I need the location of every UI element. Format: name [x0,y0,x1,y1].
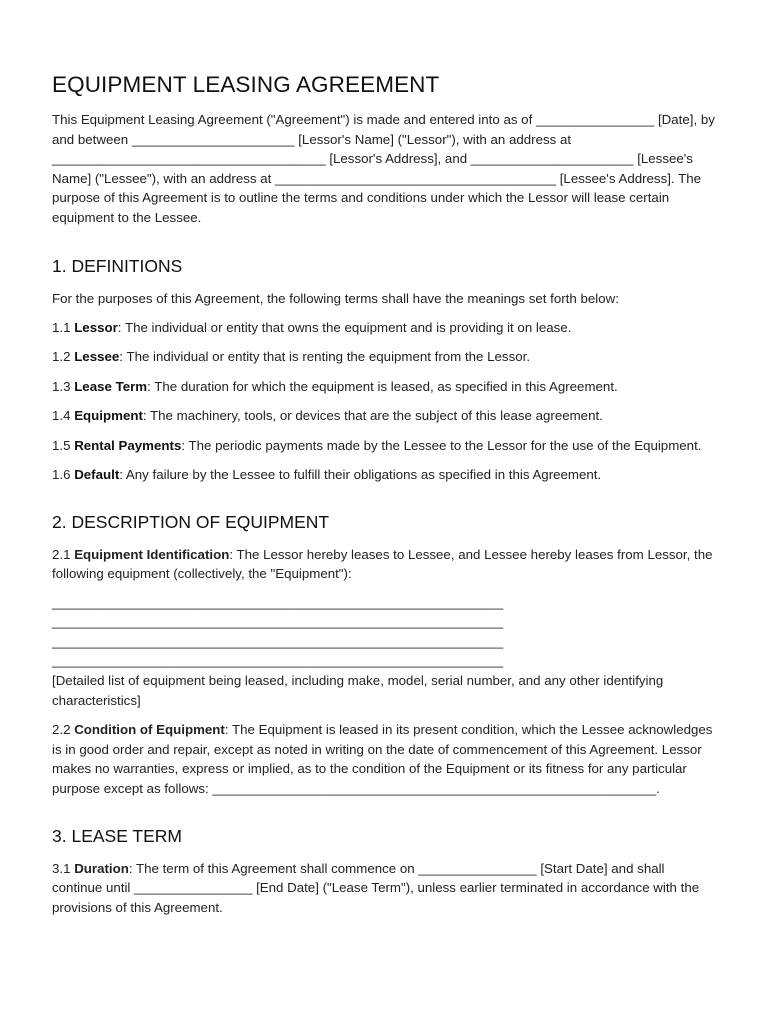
clause-number: 1.3 [52,378,75,394]
clause-equipment-identification [52,545,718,584]
definition-text: : The periodic payments made by the Lessee to the Lessor for the use of the Equipment. [181,437,702,453]
defined-term: Lessor [74,319,118,335]
blank-line: _____________________________________________________________ [52,594,504,610]
definition-text: : The individual or entity that owns the equipment and is providing it on lease. [117,319,572,335]
section-equipment-description [52,510,718,799]
section-definitions [52,254,718,485]
clause-text: : The Lessor hereby leases to Lessee, and Lessee hereby leases from Lessor, the following equipment (collectively, the "Equipment"): [52,546,713,582]
blank-line: _____________________________________________________________ [52,633,504,649]
definitions-lead: For the purposes of this Agreement, the following terms shall have the meanings set forth below: [52,290,619,306]
section-heading: 2. DESCRIPTION OF EQUIPMENT [52,511,330,532]
equipment-blank-lines [52,593,718,671]
section-heading: 1. DEFINITIONS [52,255,183,276]
definition-rental-payments [52,436,718,456]
clause-number: 1.4 [52,408,75,424]
blank-line: _____________________________________________________________ [52,614,504,630]
definition-text: : Any failure by the Lessee to fulfill their obligations as specified in this Agreement. [119,466,602,482]
clause-condition-of-equipment [52,720,718,798]
defined-term: Equipment [74,408,143,424]
defined-term: Default [74,466,120,482]
clause-number: 3.1 [52,860,75,876]
document-title: EQUIPMENT LEASING AGREEMENT [52,72,440,97]
defined-term: Duration [74,860,129,876]
clause-duration [52,859,718,918]
defined-term: Equipment Identification [74,546,230,562]
definition-lessor [52,318,718,338]
defined-term: Lessee [74,349,120,365]
clause-number: 1.1 [52,319,75,335]
definition-text: : The individual or entity that is renting the equipment from the Lessor. [119,349,531,365]
definition-text: : The machinery, tools, or devices that are the subject of this lease agreement. [142,408,603,424]
definition-lease-term [52,377,718,397]
intro-paragraph: This Equipment Leasing Agreement ("Agreement") is made and entered into as of ________________ [Date], by and between ______________________ [Lessor's Name] ("Lessor"), with an address at _____________________________________ [Lessor's Address], and ______________________ [Lessee's Name] ("Lessee"), with an address at ______________________________________ [Lessee's Address]. The purpose of this Agreement is to outline the terms and conditions under which the Lessor will lease certain equipment to the Lessee. [52,112,715,225]
clause-number: 1.6 [52,466,75,482]
definition-text: : The duration for which the equipment is leased, as specified in this Agreement. [147,378,618,394]
defined-term: Condition of Equipment [74,722,225,738]
clause-number: 2.1 [52,546,75,562]
clause-text: : The Equipment is leased in its present condition, which the Lessee acknowledges is in good order and repair, except as noted in writing on the date of commencement of this Agreement. Lessor makes no warranties, express or implied, as to the condition of the Equipment or its fitness for any particular purpose except as follows: ____________________________________________________________. [52,722,713,797]
definition-equipment [52,406,718,426]
clause-number: 1.5 [52,437,75,453]
clause-number: 1.2 [52,349,75,365]
equipment-list-note: [Detailed list of equipment being leased, including make, model, serial number, and any other identifying characteristics] [52,673,664,708]
defined-term: Rental Payments [74,437,182,453]
blank-line: _____________________________________________________________ [52,653,504,669]
section-heading: 3. LEASE TERM [52,825,183,846]
clause-text: : The term of this Agreement shall commence on ________________ [Start Date] and shall continue until ________________ [End Date] ("Lease Term"), unless earlier terminated in accordance with the provisions of this Agreement. [52,860,700,915]
definition-default [52,465,718,485]
definition-lessee [52,347,718,367]
clause-number: 2.2 [52,722,75,738]
section-lease-term [52,824,718,918]
defined-term: Lease Term [74,378,148,394]
